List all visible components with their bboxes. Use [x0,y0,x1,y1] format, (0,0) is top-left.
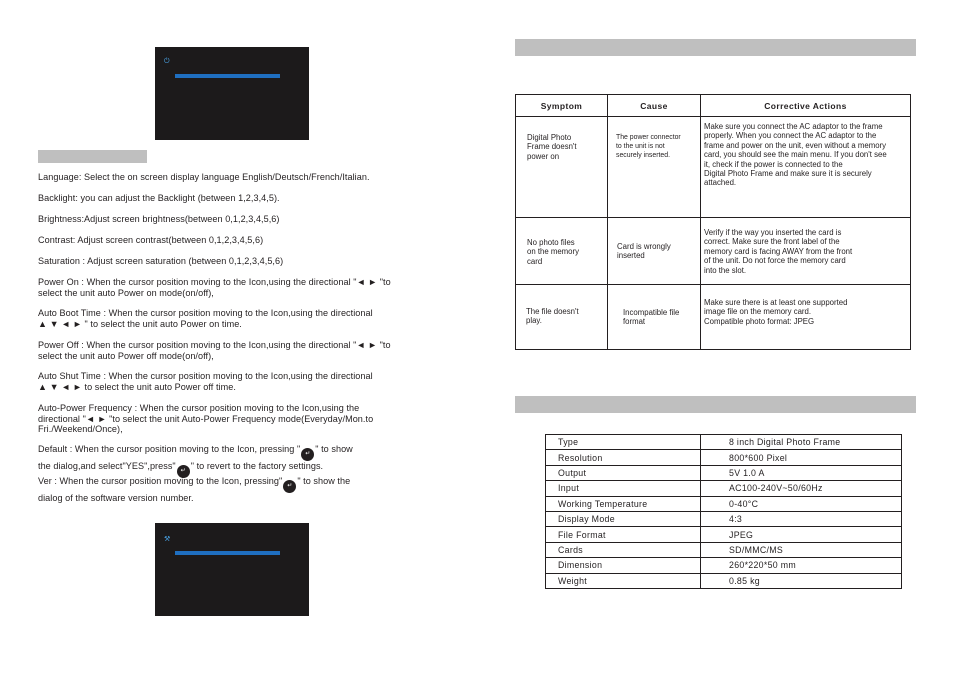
section-header-bar [515,396,916,413]
table-row [546,496,902,511]
spec-key: Dimension [546,558,701,573]
power-on-description: Power On : When the cursor position moving to the Icon,using the directional "◄ ► "to select the unit auto Power on mode(on/off), [38,277,391,298]
table-row [546,465,902,480]
corrective-action-cell: Make sure you connect the AC adaptor to the frame properly. When you connect the AC adaptor to the frame and power on the unit, even without a memory card, you should see the main menu. If you don't see it, check if the power is connected to the Digital Photo Frame and make sure it is securely attached. [701,117,911,218]
specifications-table [545,434,902,589]
brightness-description: Brightness:Adjust screen brightness(between 0,1,2,3,4,5,6) [38,214,280,224]
spec-value: 5V 1.0 A [701,465,902,480]
cause-cell: Incompatible file format [608,285,701,350]
troubleshooting-table [515,94,911,350]
symptom-cell: No photo files on the memory card [516,218,608,285]
corrective-action-cell: Make sure there is at least one supported image file on the memory card. Compatible photo format: JPEG [701,285,911,350]
contrast-description: Contrast: Adjust screen contrast(between 0,1,2,3,4,5,6) [38,235,264,245]
spec-value: 260*220*50 mm [701,558,902,573]
section-header-bar [38,150,147,163]
selection-highlight-bar [175,551,280,555]
spec-value: 8 inch Digital Photo Frame [701,435,902,450]
table-row [546,542,902,557]
language-description: Language: Select the on screen display language English/Deutsch/French/Italian. [38,172,370,182]
table-header-row [516,95,911,117]
power-icon: ⏻ [164,58,170,65]
enter-key-icon: ↵ [283,480,296,493]
default-description: Default : When the cursor position moving to the Icon, pressing " ↵ " to show the dialog,and select"YES",press" ↵ " to revert to the factory settings. [38,444,438,478]
spec-key: Output [546,465,701,480]
table-row [516,117,911,218]
power-settings-screenshot [155,47,309,140]
table-row [546,527,902,542]
ver-description: Ver : When the cursor position moving to the Icon, pressing" ↵ " to show the dialog of the software version number. [38,476,351,503]
corrective-action-cell: Verify if the way you inserted the card is correct. Make sure the front label of the memory card is facing AWAY from the front of the unit. Do not force the memory card into the slot. [701,218,911,285]
auto-boot-time-description: Auto Boot Time : When the cursor position moving to the Icon,using the directional ▲ ▼ ◄ ► " to select the unit auto Power on time. [38,308,373,329]
spec-key: Weight [546,573,701,588]
symptom-cell: Digital Photo Frame doesn't power on [516,117,608,218]
spec-value: 0.85 kg [701,573,902,588]
spec-key: File Format [546,527,701,542]
tools-icon: ⚒ [164,536,171,543]
table-row [546,511,902,526]
spec-value: AC100-240V~50/60Hz [701,481,902,496]
column-header-symptom: Symptom [516,95,608,117]
selection-highlight-bar [175,74,280,78]
tools-settings-screenshot [155,523,309,616]
spec-value: SD/MMC/MS [701,542,902,557]
enter-key-icon: ↵ [301,448,314,461]
spec-key: Type [546,435,701,450]
spec-key: Working Temperature [546,496,701,511]
spec-value: 4:3 [701,511,902,526]
spec-key: Input [546,481,701,496]
table-row [516,285,911,350]
saturation-description: Saturation : Adjust screen saturation (between 0,1,2,3,4,5,6) [38,256,284,266]
table-row [516,218,911,285]
spec-key: Display Mode [546,511,701,526]
cause-cell: The power connector to the unit is not securely inserted. [608,117,701,218]
enter-key-icon: ↵ [177,465,190,478]
spec-value: JPEG [701,527,902,542]
table-row [546,573,902,588]
table-row [546,558,902,573]
auto-shut-time-description: Auto Shut Time : When the cursor position moving to the Icon,using the directional ▲ ▼ ◄ ► to select the unit auto Power off time. [38,371,373,392]
section-header-bar [515,39,916,56]
spec-key: Cards [546,542,701,557]
spec-value: 0-40°C [701,496,902,511]
column-header-cause: Cause [608,95,701,117]
table-row [546,450,902,465]
column-header-corrective-actions: Corrective Actions [701,95,911,117]
cause-cell: Card is wrongly inserted [608,218,701,285]
power-off-description: Power Off : When the cursor position moving to the Icon,using the directional "◄ ► "to select the unit auto Power off mode(on/off), [38,340,391,361]
auto-power-frequency-description: Auto-Power Frequency : When the cursor position moving to the Icon,using the directional "◄ ► "to select the unit Auto-Power Frequency mode(Everyday/Mon.to Fri./Weekend/Once), [38,403,374,435]
symptom-cell: The file doesn't play. [516,285,608,350]
backlight-description: Backlight: you can adjust the Backlight (between 1,2,3,4,5). [38,193,280,203]
table-row [546,481,902,496]
table-row [546,435,902,450]
spec-value: 800*600 Pixel [701,450,902,465]
spec-key: Resolution [546,450,701,465]
